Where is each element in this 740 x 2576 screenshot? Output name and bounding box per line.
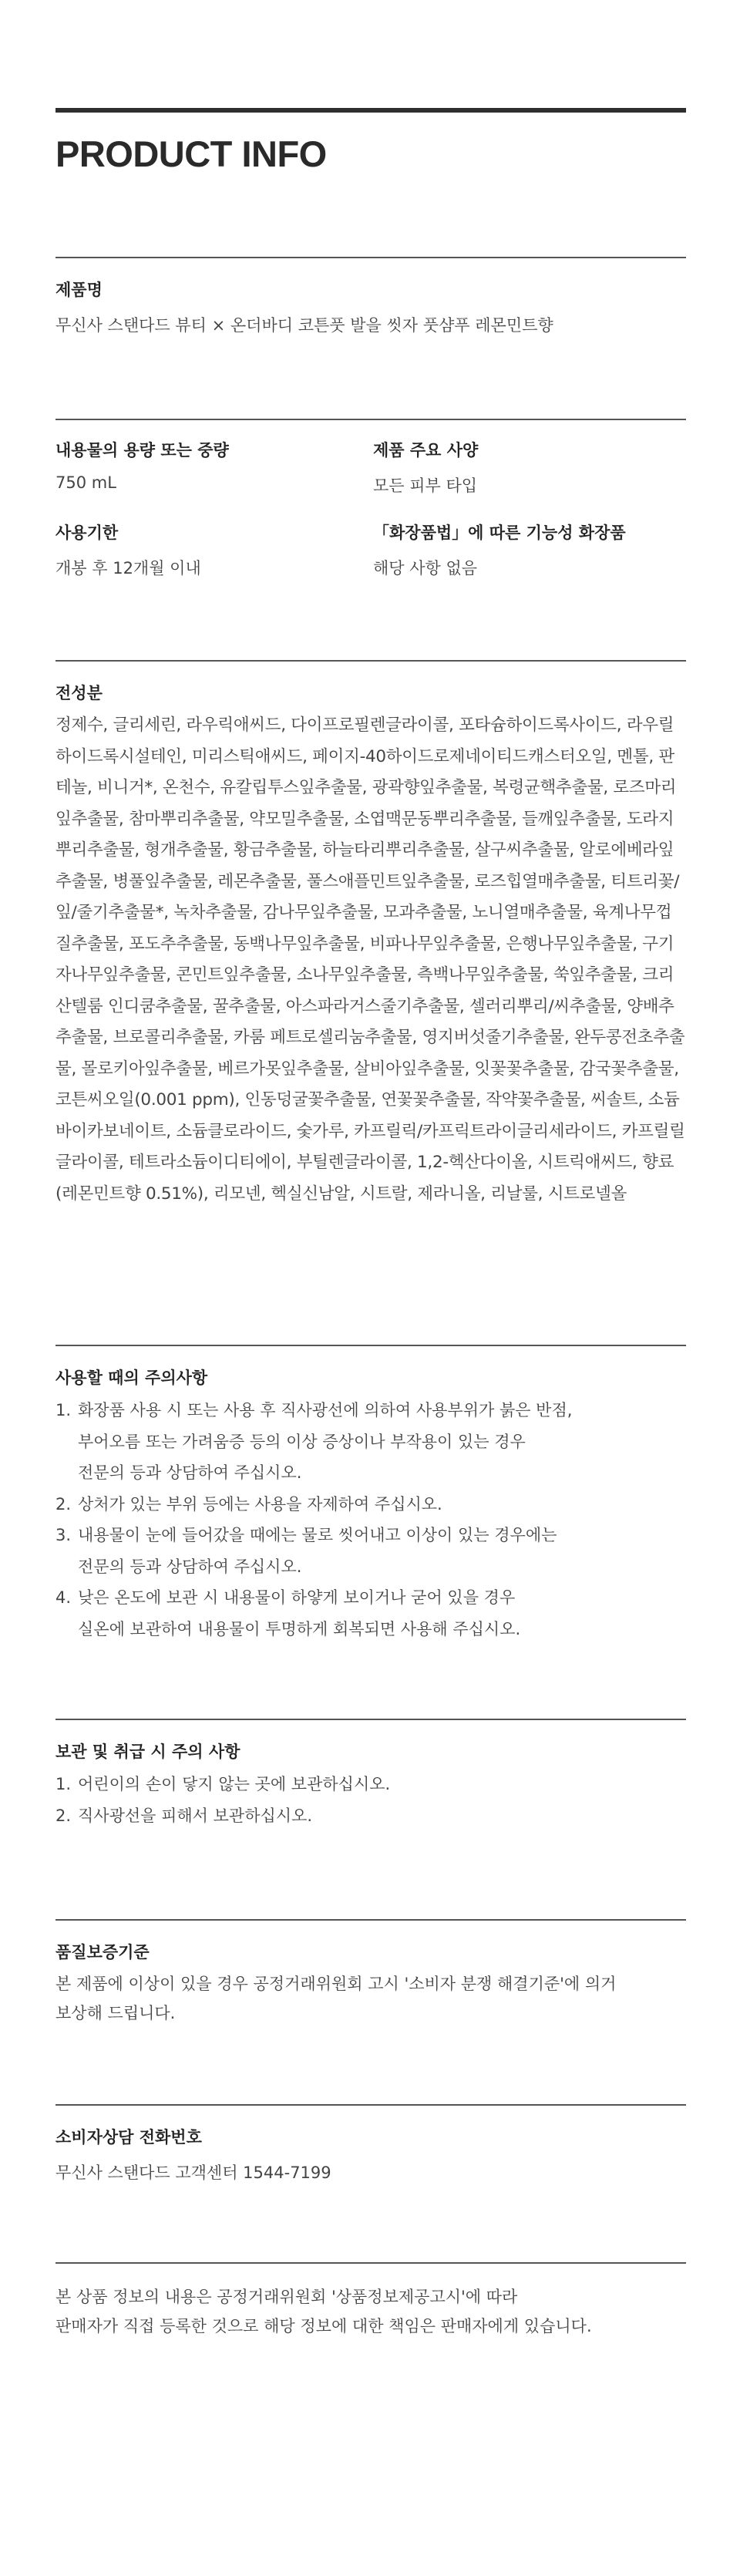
list-item bbox=[56, 1582, 686, 1645]
precautions-label: 사용할 때의 주의사항 bbox=[56, 1369, 208, 1387]
list-item bbox=[56, 1489, 686, 1520]
list-item bbox=[56, 1800, 686, 1832]
product-name-section bbox=[56, 278, 686, 336]
text-line: 보상해 드립니다. bbox=[56, 2004, 176, 2022]
list-number: 3. bbox=[56, 1526, 72, 1544]
contact-value: 무신사 스탠다드 고객센터 1544-7199 bbox=[56, 2164, 331, 2182]
quality-section bbox=[56, 1940, 686, 2028]
storage-list bbox=[56, 1769, 686, 1831]
ingredients-label: 전성분 bbox=[56, 684, 103, 702]
page-title: PRODUCT INFO bbox=[56, 133, 327, 174]
section-divider bbox=[56, 1719, 686, 1720]
precautions-section bbox=[56, 1365, 686, 1645]
list-line: 전문의 등과 상담하여 주십시오. bbox=[78, 1463, 302, 1482]
contact-section bbox=[56, 2125, 686, 2184]
notice-text bbox=[56, 2282, 686, 2341]
spec-value: 모든 피부 타입 bbox=[373, 476, 478, 495]
storage-label: 보관 및 취급 시 주의 사항 bbox=[56, 1743, 240, 1761]
section-divider bbox=[56, 419, 686, 420]
spec-label: 「화장품법」에 따른 기능성 화장품 bbox=[373, 524, 626, 542]
list-line: 상처가 있는 부위 등에는 사용을 자제하여 주십시오. bbox=[78, 1494, 442, 1514]
spec-label: 사용기한 bbox=[56, 524, 119, 542]
section-divider bbox=[56, 2262, 686, 2264]
list-item bbox=[56, 1769, 686, 1800]
spec-volume bbox=[56, 438, 348, 492]
spec-expiry bbox=[56, 520, 348, 579]
section-divider bbox=[56, 1345, 686, 1346]
list-line: 부어오름 또는 가려움증 등의 이상 증상이나 부작용이 있는 경우 bbox=[78, 1432, 526, 1451]
text-line: 판매자가 직접 등록한 것으로 해당 정보에 대한 책임은 판매자에게 있습니다. bbox=[56, 2317, 592, 2335]
list-line: 어린이의 손이 닿지 않는 곳에 보관하십시오. bbox=[78, 1775, 391, 1793]
list-line: 낮은 온도에 보관 시 내용물이 하얗게 보이거나 굳어 있을 경우 bbox=[78, 1588, 516, 1607]
list-line: 직사광선을 피해서 보관하십시오. bbox=[78, 1806, 313, 1825]
spec-functional-cosmetic bbox=[373, 520, 666, 579]
top-divider bbox=[56, 108, 686, 113]
spec-label: 내용물의 용량 또는 중량 bbox=[56, 441, 229, 460]
product-name-value: 무신사 스탠다드 뷰티 × 온더바디 코튼풋 발을 씻자 풋샴푸 레몬민트향 bbox=[56, 316, 553, 335]
list-number: 1. bbox=[56, 1775, 72, 1793]
quality-label: 품질보증기준 bbox=[56, 1943, 150, 1961]
spec-value: 개봉 후 12개월 이내 bbox=[56, 559, 201, 577]
list-line: 실온에 보관하여 내용물이 투명하게 회복되면 사용해 주십시오. bbox=[78, 1619, 521, 1638]
precautions-list bbox=[56, 1395, 686, 1645]
list-number: 2. bbox=[56, 1806, 72, 1825]
spec-grid bbox=[56, 438, 686, 584]
ingredients-list: 정제수, 글리세린, 라우릭애씨드, 다이프로필렌글라이콜, 포타슘하이드록사이드, 라우릴하이드록시설테인, 미리스틱애씨드, 페이지-40하이드로제네이티드캐스터오일, 멘톨, 판테놀, 비니거*, 온천수, 유칼립투스잎추출물, 광곽향잎추출물, 복령균핵추출물, 로즈마리잎추출물, 참마뿌리추출물, 약모밀추출물, 소엽맥문동뿌리추출물, 들깨잎추출물, 도라지뿌리추출물, 형개추출물, 황금추출물, 하늘타리뿌리추출물, 살구씨추출물, 알로에베라잎추출물, 병풀잎추출물, 레몬추출물, 풀스애플민트잎추출물, 로즈힙열매추출물, 티트리꽃/잎/줄기추출물*, 녹차추출물, 감나무잎추출물, 모과추출물, 노니열매추출물, 육계나무껍질추출물, 포도추추출물, 동백나무잎추출물, 비파나무잎추출물, 은행나무잎추출물, 구기자나무잎추출물, 콘민트잎추출물, 소나무잎추출물, 측백나무잎추출물, 쑥잎추출물, 크리산텔룸 인디쿰추출물, 꿀추출물, 아스파라거스줄기추출물, 셀러리뿌리/씨추출물, 양배추추출물, 브로콜리추출물, 카룸 페트로셀리눔추출물, 영지버섯줄기추출물, 완두콩전초추출물, 몰로키아잎추출물, 베르가못잎추출물, 살비아잎추출물, 잇꽃꽃추출물, 감국꽃추출물, 코튼씨오일(0.001 ppm), 인동덩굴꽃추출물, 연꽃꽃추출물, 작약꽃추출물, 씨솔트, 소듐바이카보네이트, 소듐클로라이드, 숯가루, 카프릴릭/카프릭트라이글리세라이드, 카프릴릴글라이콜, 테트라소듐이디티에이, 부틸렌글라이콜, 1,2-헥산다이올, 시트릭애씨드, 향료(레몬민트향 0.51%), 리모넨, 헥실신남알, 시트랄, 제라니올, 리날룰, 시트로넬올 bbox=[56, 716, 685, 1204]
spec-main-features bbox=[373, 438, 666, 497]
product-name-label: 제품명 bbox=[56, 281, 103, 299]
spec-value: 해당 사항 없음 bbox=[373, 559, 478, 577]
list-line: 내용물이 눈에 들어갔을 때에는 물로 씻어내고 이상이 있는 경우에는 bbox=[78, 1526, 557, 1544]
contact-label: 소비자상담 전화번호 bbox=[56, 2128, 202, 2147]
spec-value: 750 mL bbox=[56, 473, 116, 492]
text-line: 본 상품 정보의 내용은 공정거래위원회 '상품정보제공고시'에 따라 bbox=[56, 2288, 518, 2306]
ingredients-section bbox=[56, 681, 686, 1210]
section-divider bbox=[56, 1919, 686, 1921]
spec-label: 제품 주요 사양 bbox=[373, 441, 479, 460]
list-line: 전문의 등과 상담하여 주십시오. bbox=[78, 1557, 302, 1576]
notice-section bbox=[56, 2282, 686, 2341]
list-number: 4. bbox=[56, 1588, 72, 1607]
list-item bbox=[56, 1395, 686, 1489]
quality-text bbox=[56, 1969, 686, 2028]
list-number: 2. bbox=[56, 1494, 72, 1514]
list-item bbox=[56, 1520, 686, 1582]
section-divider bbox=[56, 660, 686, 662]
storage-section bbox=[56, 1739, 686, 1831]
section-divider bbox=[56, 257, 686, 258]
list-line: 화장품 사용 시 또는 사용 후 직사광선에 의하여 사용부위가 붉은 반점, bbox=[78, 1401, 573, 1419]
text-line: 본 제품에 이상이 있을 경우 공정거래위원회 고시 '소비자 분쟁 해결기준'에 의거 bbox=[56, 1975, 617, 1993]
section-divider bbox=[56, 2104, 686, 2106]
list-number: 1. bbox=[56, 1401, 72, 1419]
